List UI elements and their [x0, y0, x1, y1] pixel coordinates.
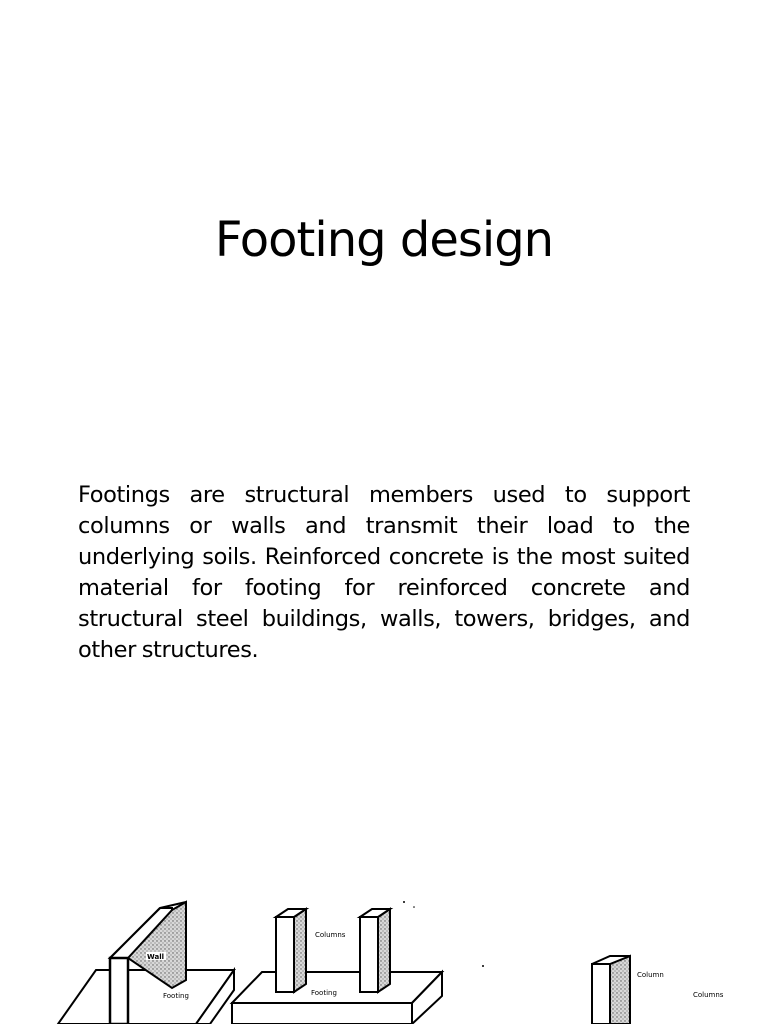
scan-speck	[482, 965, 484, 967]
wall-front-face	[110, 958, 128, 1024]
column-label: Column	[637, 971, 664, 979]
slide-title: Footing design	[214, 212, 554, 268]
scan-speck	[403, 901, 405, 903]
slide-body-text: Footings are structural members used to support columns or walls and transmit their load to the underlying soils. Reinforced concrete is the most suited material for footing for reinforced concrete and structural steel buildings, walls, towers, bridges, and other structures.	[78, 482, 690, 663]
combined-footing-front	[232, 1003, 412, 1024]
scan-speck	[413, 906, 415, 908]
column-1-front	[276, 917, 294, 992]
columns-label-right: Columns	[693, 991, 724, 999]
wall-footing-drawing	[58, 902, 234, 1024]
column-3-front	[592, 964, 610, 1024]
column-3-side	[610, 956, 630, 1024]
column-2-front	[360, 917, 378, 992]
footing-types-illustration	[0, 880, 768, 1024]
column-2-side	[378, 909, 390, 992]
columns-label: Columns	[315, 931, 346, 939]
wall-label: Wall	[147, 953, 164, 961]
isolated-column-drawing	[592, 956, 724, 1024]
combined-footing-label: Footing	[311, 989, 337, 997]
column-1-side	[294, 909, 306, 992]
combined-footing-top	[232, 972, 442, 1003]
combined-footing-drawing	[232, 909, 442, 1024]
wall-footing-label: Footing	[163, 992, 189, 1000]
